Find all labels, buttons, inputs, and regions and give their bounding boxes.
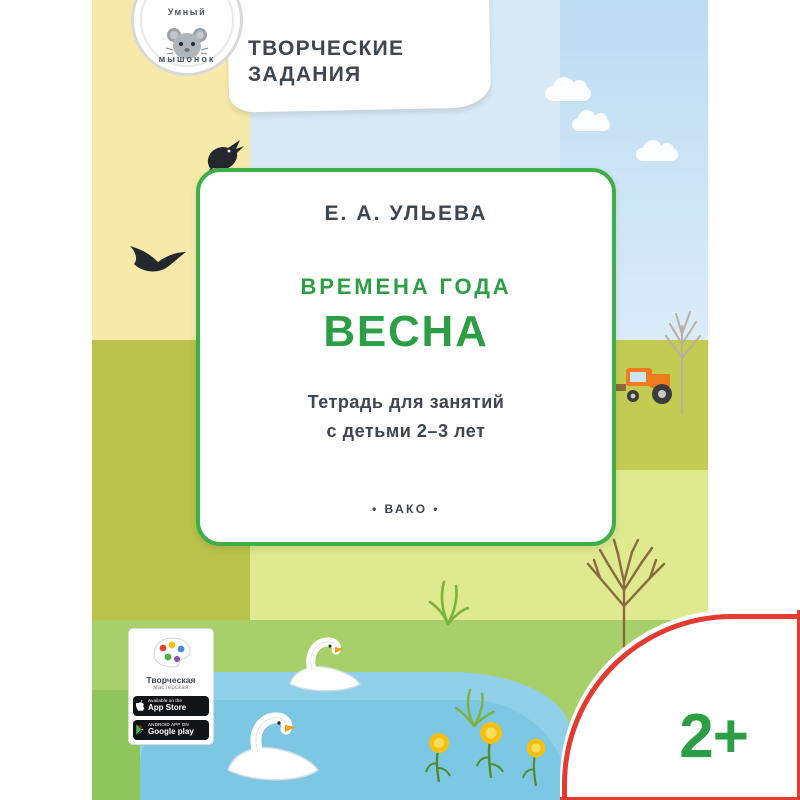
app-title [133, 676, 209, 692]
header-title [248, 36, 478, 89]
header-title-line1: ТВОРЧЕСКИЕ [248, 37, 405, 60]
grass-tuft-icon [424, 566, 472, 626]
google-play-icon [136, 724, 145, 735]
app-store-small-text: Available on the [148, 697, 183, 703]
app-store-name: App Store [148, 702, 187, 712]
logo-text-bottom: мышонок [158, 54, 216, 64]
book-title: ВЕСНА [323, 307, 489, 356]
app-promo-badge[interactable] [128, 628, 214, 745]
cloud-icon [636, 148, 678, 161]
app-store-button[interactable] [133, 696, 209, 716]
series-title: ВРЕМЕНА ГОДА [300, 274, 512, 299]
subtitle-line2: с детьми 2–3 лет [326, 420, 486, 441]
header-title-line2: ЗАДАНИЯ [248, 63, 362, 87]
google-play-small-text: ANDROID APP ON [148, 722, 189, 728]
subtitle-line1: Тетрадь для занятий [307, 392, 505, 412]
paint-palette-icon [148, 636, 194, 670]
cloud-icon [572, 118, 610, 131]
swallow-bird-icon [126, 236, 190, 280]
publisher-name: • ВАКО • [372, 502, 440, 516]
dandelion-icon [470, 716, 512, 780]
author-name: Е. А. УЛЬЕВА [324, 202, 488, 225]
page-margin-left [0, 0, 92, 800]
dandelion-icon [418, 724, 460, 784]
age-badge: 2+ [679, 702, 748, 771]
title-card [196, 168, 616, 546]
app-title-text: Творческая [146, 675, 196, 685]
book-subtitle [200, 388, 612, 446]
apple-icon [136, 700, 145, 711]
swan-icon [272, 630, 368, 702]
dandelion-icon [516, 730, 556, 788]
google-play-name: Google play [148, 726, 194, 736]
app-subtitle-text: мастерская [153, 685, 189, 692]
swan-icon [212, 708, 328, 794]
google-play-button[interactable] [133, 720, 209, 740]
logo-text-top: Умный [167, 7, 207, 17]
cloud-icon [545, 86, 591, 101]
